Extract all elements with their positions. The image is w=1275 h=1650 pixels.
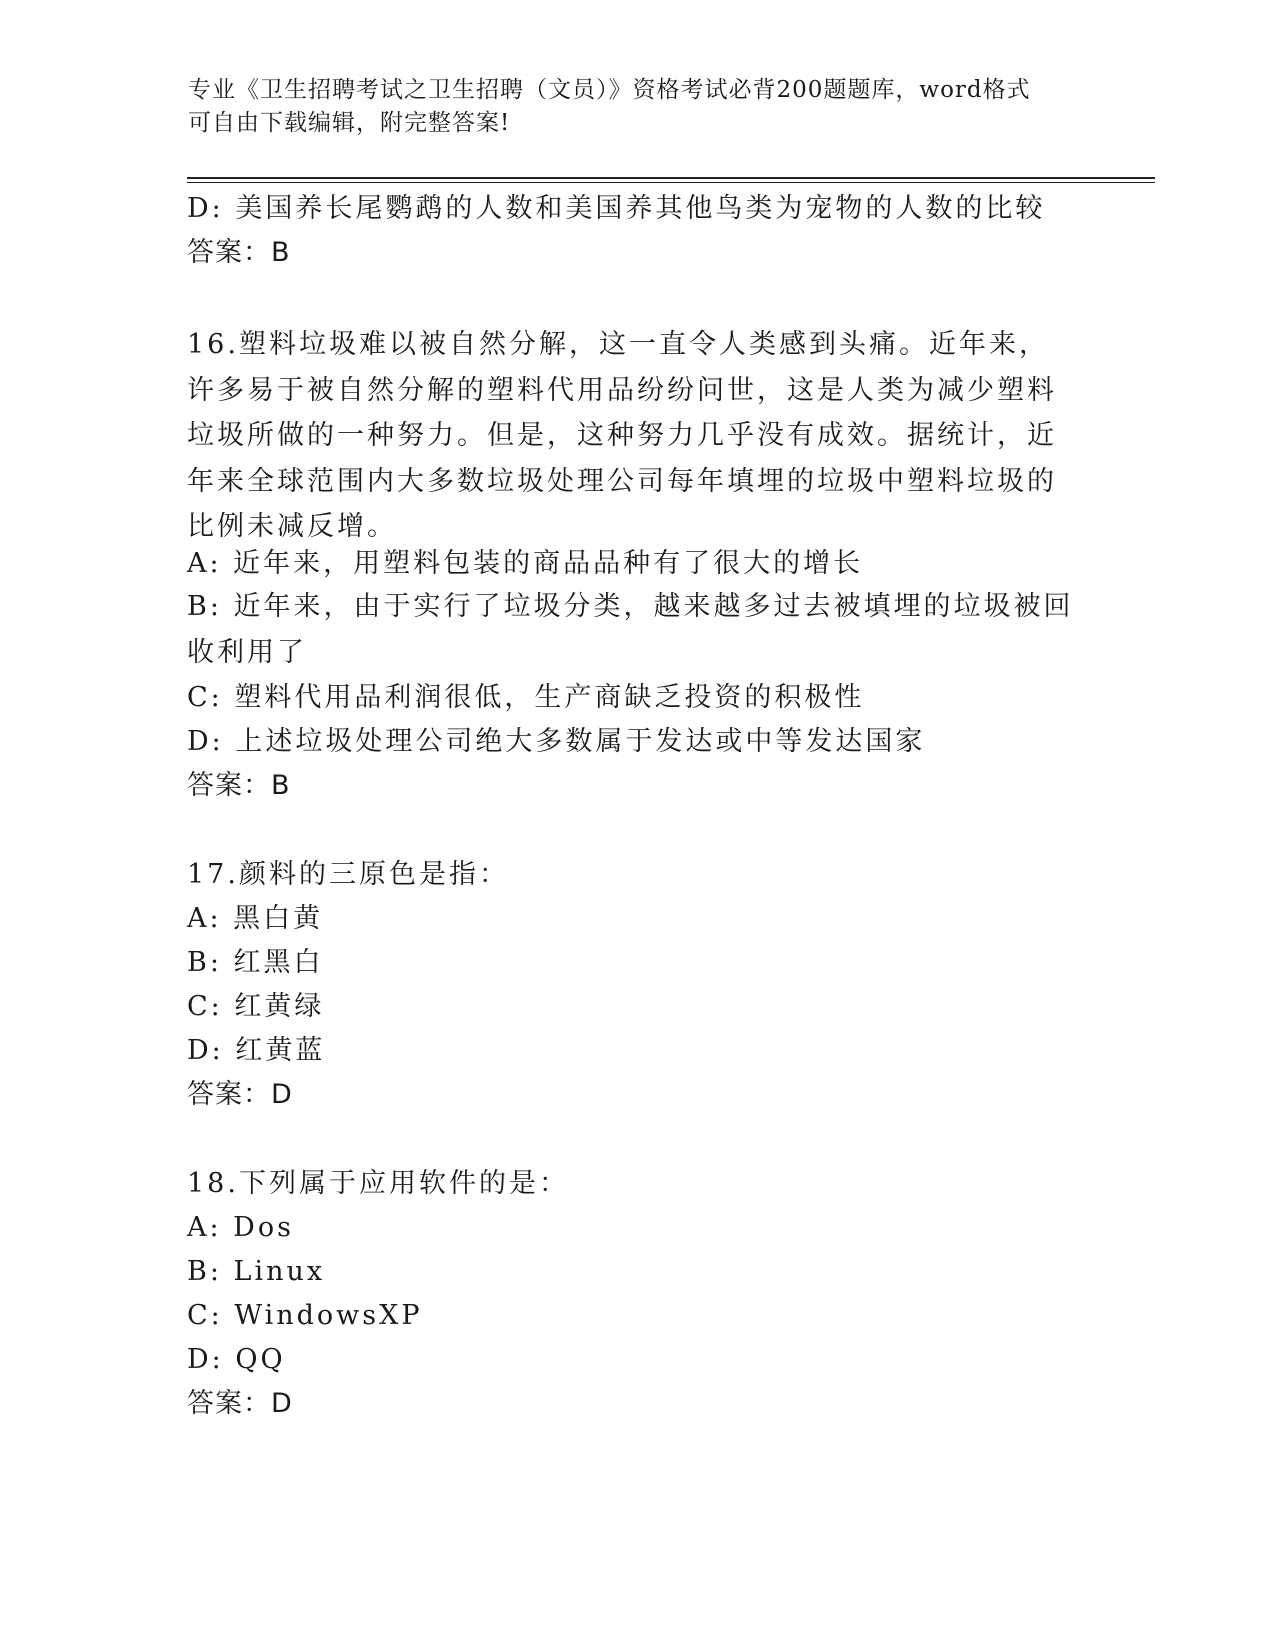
question-18-option-b: B: Linux xyxy=(187,1256,326,1287)
question-18-answer: 答案：D xyxy=(187,1388,293,1419)
question-16-option-d: D: 上述垃圾处理公司绝大多数属于发达或中等发达国家 xyxy=(187,726,926,757)
question-17-option-b: B: 红黑白 xyxy=(187,947,324,978)
question-16-option-c: C: 塑料代用品利润很低，生产商缺乏投资的积极性 xyxy=(187,682,865,713)
prev-question-option-d: D: 美国养长尾鹦鹉的人数和美国养其他鸟类为宠物的人数的比较 xyxy=(187,193,1046,224)
header-divider-thin xyxy=(187,182,1155,183)
question-17-stem: 17.颜料的三原色是指： xyxy=(187,859,509,890)
document-header xyxy=(188,74,1088,140)
question-16-option-a: A: 近年来，用塑料包装的商品品种有了很大的增长 xyxy=(187,548,864,579)
header-divider-thick xyxy=(187,177,1155,179)
question-18-option-c: C: WindowsXP xyxy=(187,1300,423,1331)
question-18-option-d: D: QQ xyxy=(187,1344,286,1375)
question-16-answer: 答案：B xyxy=(187,770,291,801)
header-line-2: 可自由下载编辑，附完整答案! xyxy=(188,110,511,136)
question-17-option-d: D: 红黄蓝 xyxy=(187,1035,326,1066)
question-16-option-b: B: 近年来，由于实行了垃圾分类，越来越多过去被填埋的垃圾被回收利用了 xyxy=(187,591,1074,668)
prev-question-answer: 答案：B xyxy=(187,237,291,268)
question-16-stem: 16.塑料垃圾难以被自然分解，这一直令人类感到头痛。近年来，许多易于被自然分解的塑料代用品纷纷问世，这是人类为减少塑料垃圾所做的一种努力。但是，这种努力几乎没有成效。据统计，近年来全球范围内大多数垃圾处理公司每年填埋的垃圾中塑料垃圾的比例未减反增。 xyxy=(187,329,1057,542)
header-line-1: 专业《卫生招聘考试之卫生招聘（文员）》资格考试必背200题题库，word格式 xyxy=(188,77,1031,103)
question-17-answer: 答案：D xyxy=(187,1079,293,1110)
question-17-option-a: A: 黑白黄 xyxy=(187,903,324,934)
question-18-stem: 18.下列属于应用软件的是： xyxy=(187,1168,569,1199)
question-17-option-c: C: 红黄绿 xyxy=(187,991,325,1022)
question-18-option-a: A: Dos xyxy=(187,1212,294,1243)
